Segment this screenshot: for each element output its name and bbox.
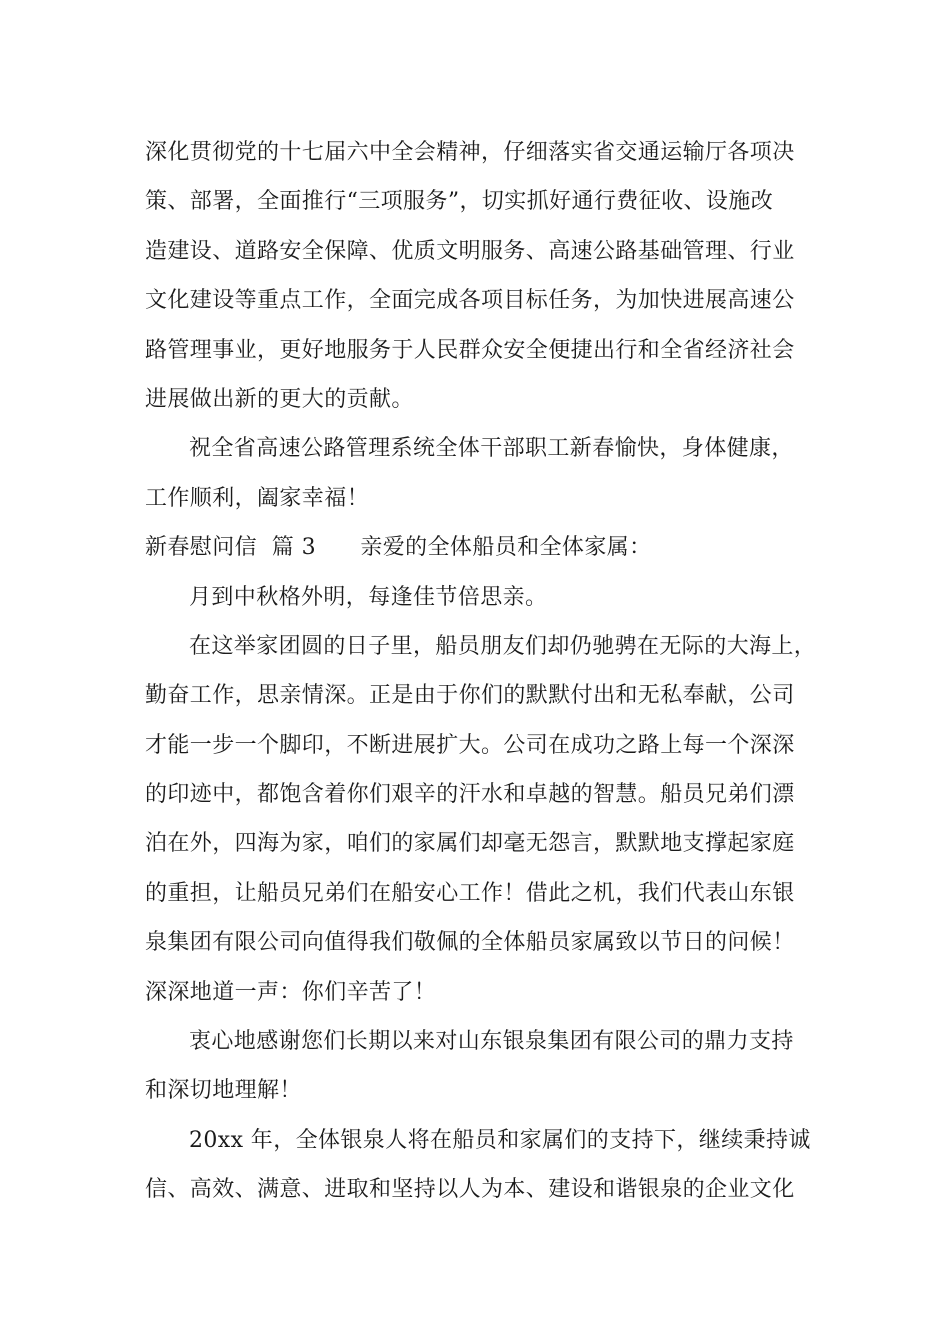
- paragraph-line: 造建设、道路安全保障、优质文明服务、高速公路基础管理、行业: [145, 238, 795, 264]
- paragraph-line: 泊在外，四海为家，咱们的家属们却毫无怨言，默默地支撑起家庭: [145, 831, 795, 857]
- paragraph-line: 深化贯彻党的十七届六中全会精神，仔细落实省交通运输厅各项决: [145, 140, 795, 165]
- paragraph-line: 的印迹中，都饱含着你们艰辛的汗水和卓越的智慧。船员兄弟们漂: [145, 782, 795, 808]
- document-body: [145, 128, 817, 1215]
- paragraph-line: 衷心地感谢您们长期以来对山东银泉集团有限公司的鼎力支持: [189, 1029, 794, 1055]
- paragraph-line: 进展做出新的更大的贡献。: [145, 386, 414, 412]
- paragraph-line: 文化建设等重点工作，全面完成各项目标任务，为加快进展高速公: [145, 288, 795, 314]
- paragraph-line: 深深地道一声：你们辛苦了！: [145, 979, 437, 1005]
- paragraph-line: 在这举家团圆的日子里，船员朋友们却仍驰骋在无际的大海上，: [189, 633, 817, 659]
- paragraph-line: 勤奋工作，思亲情深。正是由于你们的默默付出和无私奉献，公司: [145, 683, 795, 709]
- paragraph-line: 20xx 年，全体银泉人将在船员和家属们的支持下，继续秉持诚: [189, 1127, 811, 1153]
- section-heading: 新春慰问信 篇 3 亲爱的全体船员和全体家属：: [145, 535, 652, 561]
- paragraph-line: 祝全省高速公路管理系统全体干部职工新春愉快，身体健康，: [189, 436, 794, 462]
- paragraph-line: 策、部署，全面推行“三项服务”，切实抓好通行费征收、设施改: [145, 189, 774, 215]
- paragraph-line: 信、高效、满意、进取和坚持以人为本、建设和谐银泉的企业文化: [145, 1177, 795, 1203]
- paragraph-line: 路管理事业，更好地服务于人民群众安全便捷出行和全省经济社会: [145, 337, 795, 363]
- paragraph-line: 泉集团有限公司向值得我们敬佩的全体船员家属致以节日的问候！: [145, 930, 795, 956]
- paragraph-line: 月到中秋格外明，每逢佳节倍思亲。: [189, 584, 548, 610]
- paragraph-line: 的重担，让船员兄弟们在船安心工作！借此之机，我们代表山东银: [145, 880, 795, 906]
- paragraph-line: 才能一步一个脚印，不断进展扩大。公司在成功之路上每一个深深: [145, 732, 795, 758]
- paragraph-line: 工作顺利，阖家幸福！: [145, 485, 370, 511]
- paragraph-line: 和深切地理解！: [145, 1078, 302, 1104]
